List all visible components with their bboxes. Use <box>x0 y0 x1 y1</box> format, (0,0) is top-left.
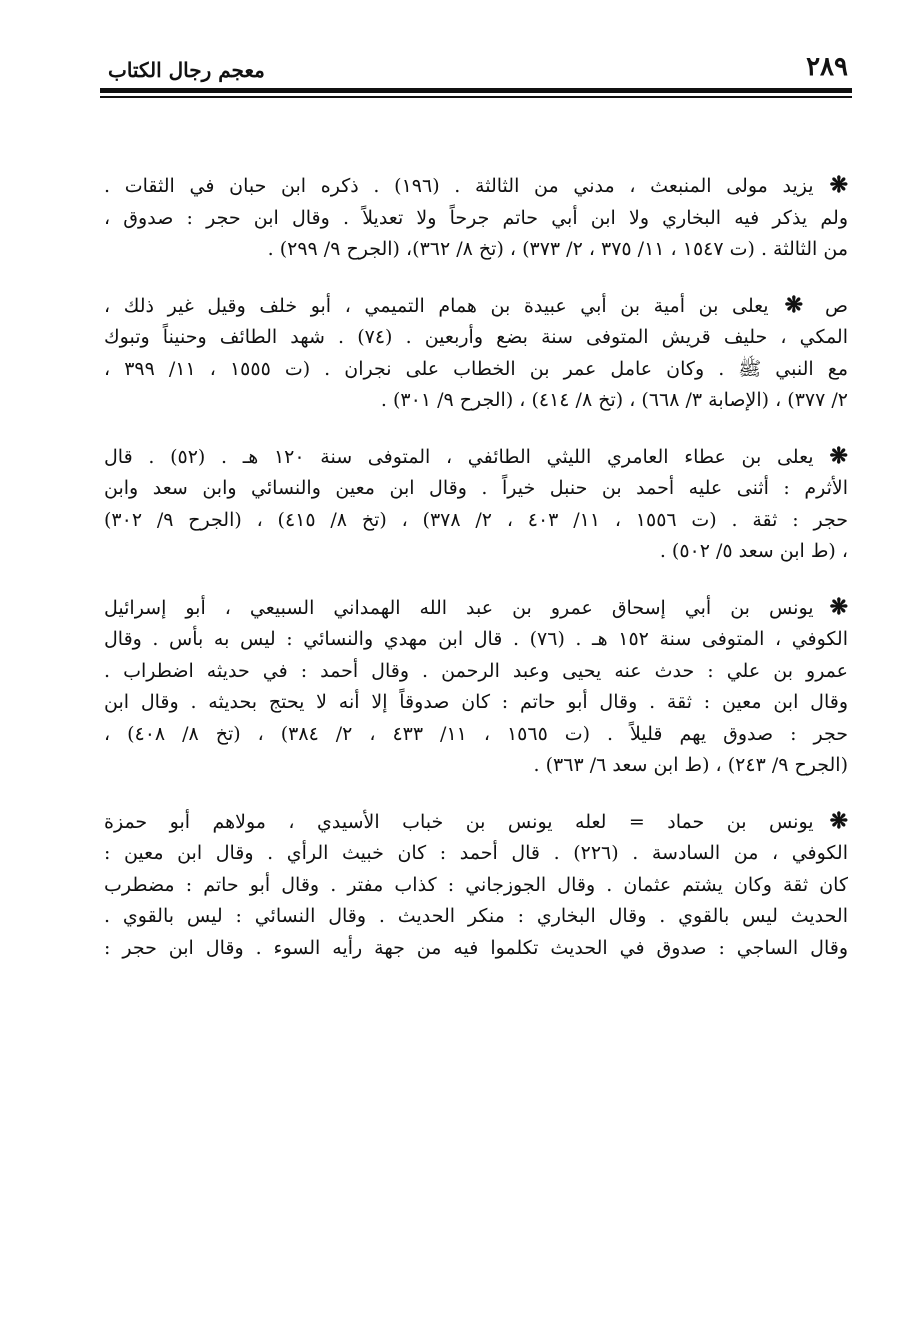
header-rule-thin <box>100 96 852 98</box>
entry-line: ، (ط ابن سعد ٥/ ٥٠٢) . <box>659 540 848 562</box>
entry-line <box>104 592 848 625</box>
entry-line-text: يزيد مولى المنبعث ، مدني من الثالثة . (١٩٦) . ذكره ابن حبان في الثقات . <box>104 175 814 197</box>
biography-entry <box>104 441 848 568</box>
header-rule-thick <box>100 88 852 93</box>
page-number: ٢٨٩ <box>806 52 848 82</box>
sahabi-mark: ص <box>825 294 848 317</box>
entry-line: الأثرم : أثنى عليه أحمد بن حنبل خيراً . وقال ابن معين والنسائي وابن سعد وابن <box>104 477 848 499</box>
entry-line <box>104 806 848 839</box>
entry-line: الكوفي ، من السادسة . (٢٢٦) . قال أحمد : كان خبيث الرأي . وقال ابن معين : <box>104 842 848 864</box>
biography-entry <box>104 290 848 417</box>
entry-line-text: يونس بن أبي إسحاق عمرو بن عبد الله الهمداني السبيعي ، أبو إسرائيل <box>104 596 814 619</box>
entry-line: وقال ابن معين : ثقة . وقال أبو حاتم : كان صدوقاً إلا أنه لا يحتج بحديثه . وقال ابن <box>104 691 848 713</box>
running-title: معجم رجال الكتاب <box>108 58 265 82</box>
entry-line: حجر : ثقة . (ت ١٥٥٦ ، ١١/ ٤٠٣ ، ٢/ ٣٧٨) ، (تخ ٨/ ٤١٥) ، (الجرح ٩/ ٣٠٢) <box>104 508 848 531</box>
entry-line: من الثالثة . (ت ١٥٤٧ ، ١١/ ٣٧٥ ، ٢/ ٣٧٣) ، (تخ ٨/ ٣٦٢)، (الجرح ٩/ ٢٩٩) . <box>267 238 848 260</box>
asterisk-marker-icon: ❋ <box>829 807 848 834</box>
biography-entry <box>104 592 848 782</box>
entry-line: ولم يذكر فيه البخاري ولا ابن أبي حاتم جرحاً ولا تعديلاً . وقال ابن حجر : صدوق ، <box>104 206 848 229</box>
entry-line <box>104 441 848 474</box>
entry-line <box>104 170 848 203</box>
entry-line: مع النبي ﷺ . وكان عامل عمر بن الخطاب على نجران . (ت ١٥٥٥ ، ١١/ ٣٩٩ ، <box>104 357 848 380</box>
entry-line: عمرو بن علي : حدث عنه يحيى وعبد الرحمن . وقال أحمد : في حديثه اضطراب . <box>104 659 848 682</box>
biography-entry <box>104 806 848 965</box>
asterisk-marker-icon: ❋ <box>829 172 848 198</box>
biography-entry <box>104 170 848 266</box>
entry-line-text: يعلى بن أمية بن أبي عبيدة بن همام التميمي ، أبو خلف وقيل غير ذلك ، <box>104 294 769 317</box>
entry-line: ٢/ ٣٧٧) ، (الإصابة ٣/ ٦٦٨) ، (تخ ٨/ ٤١٤) ، (الجرح ٩/ ٣٠١) . <box>380 389 848 411</box>
page-body <box>104 170 848 988</box>
entry-line-text: يعلى بن عطاء العامري الليثي الطائفي ، المتوفى سنة ١٢٠ هـ . (٥٢) . قال <box>104 445 814 468</box>
entry-line: كان ثقة وكان يشتم عثمان . وقال الجوزجاني : كذاب مفتر . وقال أبو حاتم : مضطرب <box>104 873 848 896</box>
entry-line: (الجرح ٩/ ٢٤٣) ، (ط ابن سعد ٦/ ٣٦٣) . <box>533 754 848 776</box>
entry-line: المكي ، حليف قريش المتوفى سنة بضع وأربعين . (٧٤) . شهد الطائف وحنيناً وتبوك <box>104 326 848 348</box>
entry-line: حجر : صدوق يهم قليلاً . (ت ١٥٦٥ ، ١١/ ٤٣٣ ، ٢/ ٣٨٤) ، (تخ ٨/ ٤٠٨) ، <box>104 722 848 745</box>
asterisk-marker-icon: ❋ <box>784 291 804 318</box>
entry-line: وقال الساجي : صدوق في الحديث تكلموا فيه من جهة رأيه السوء . وقال ابن حجر : <box>104 936 848 959</box>
asterisk-marker-icon: ❋ <box>829 442 848 469</box>
entry-line-text: يونس بن حماد = لعله يونس بن خباب الأسيدي ، مولاهم أبو حمزة <box>104 810 814 833</box>
entry-line: الحديث ليس بالقوي . وقال البخاري : منكر الحديث . وقال النسائي : ليس بالقوي . <box>104 905 848 927</box>
page-header <box>108 52 848 92</box>
entry-line: الكوفي ، المتوفى سنة ١٥٢ هـ . (٧٦) . قال ابن مهدي والنسائي : ليس به بأس . وقال <box>104 628 848 650</box>
entry-line <box>104 290 848 323</box>
asterisk-marker-icon: ❋ <box>829 593 848 620</box>
